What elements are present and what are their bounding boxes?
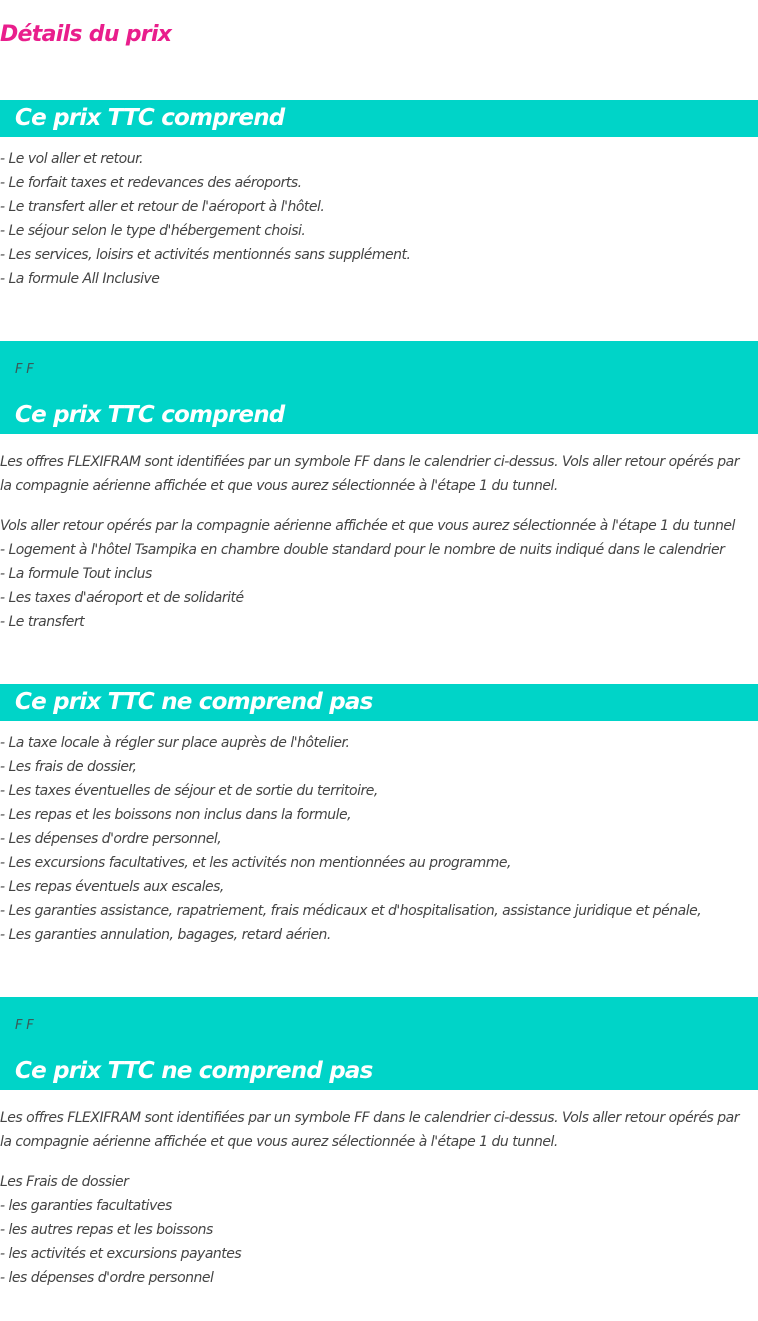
list-item: - La taxe locale à régler sur place auprès de l'hôtelier. xyxy=(0,735,350,751)
list-item: - Le transfert xyxy=(0,614,85,630)
ff-includes-list xyxy=(0,514,758,634)
list-item: - Les frais de dossier, xyxy=(0,759,137,775)
list-item: - les activités et excursions payantes xyxy=(0,1246,242,1262)
excludes-list xyxy=(0,731,758,947)
section-header-ff-excludes xyxy=(0,997,758,1090)
ff-label: F F xyxy=(15,362,34,377)
section-header-excludes xyxy=(0,684,758,721)
includes-list xyxy=(0,147,758,291)
ff-label: F F xyxy=(15,1018,34,1033)
list-item: - Le vol aller et retour. xyxy=(0,151,144,167)
list-item: - Les dépenses d'ordre personnel, xyxy=(0,831,222,847)
list-item: - La formule Tout inclus xyxy=(0,566,152,582)
list-item: - Le transfert aller et retour de l'aéroport à l'hôtel. xyxy=(0,199,325,215)
list-item: - Logement à l'hôtel Tsampika en chambre double standard pour le nombre de nuits indiqué dans le calendrier xyxy=(0,542,725,558)
section-title: Ce prix TTC comprend xyxy=(15,105,285,131)
ff-intro-text: Les offres FLEXIFRAM sont identifiées par un symbole FF dans le calendrier ci-dessus. Vols aller retour opérés par la compagnie aérienne affichée et que vous aurez sélectionnée à l'étape 1 du tunnel. xyxy=(0,1110,740,1150)
list-item: - Les taxes éventuelles de séjour et de sortie du territoire, xyxy=(0,783,378,799)
page-title: Détails du prix xyxy=(0,22,172,47)
list-item: - Les repas et les boissons non inclus dans la formule, xyxy=(0,807,352,823)
section-title: Ce prix TTC comprend xyxy=(15,402,285,428)
list-item: Les Frais de dossier xyxy=(0,1174,129,1190)
list-item: - Le séjour selon le type d'hébergement choisi. xyxy=(0,223,306,239)
list-item: - Le forfait taxes et redevances des aéroports. xyxy=(0,175,302,191)
section-header-includes xyxy=(0,100,758,137)
list-item: - Les services, loisirs et activités mentionnés sans supplément. xyxy=(0,247,411,263)
list-item: - les garanties facultatives xyxy=(0,1198,172,1214)
ff-excludes-list xyxy=(0,1170,758,1290)
ff-intro-text: Les offres FLEXIFRAM sont identifiées par un symbole FF dans le calendrier ci-dessus. Vols aller retour opérés par la compagnie aérienne affichée et que vous aurez sélectionnée à l'étape 1 du tunnel. xyxy=(0,454,740,494)
list-item: - Les garanties annulation, bagages, retard aérien. xyxy=(0,927,331,943)
list-item: - les autres repas et les boissons xyxy=(0,1222,213,1238)
section-title: Ce prix TTC ne comprend pas xyxy=(15,1058,373,1084)
list-item: - Les repas éventuels aux escales, xyxy=(0,879,224,895)
section-title: Ce prix TTC ne comprend pas xyxy=(15,689,373,715)
list-item: - La formule All Inclusive xyxy=(0,271,160,287)
list-item: Vols aller retour opérés par la compagnie aérienne affichée et que vous aurez sélectionnée à l'étape 1 du tunnel xyxy=(0,518,735,534)
section-header-ff-includes xyxy=(0,341,758,434)
list-item: - Les taxes d'aéroport et de solidarité xyxy=(0,590,244,606)
list-item: - Les excursions facultatives, et les activités non mentionnées au programme, xyxy=(0,855,511,871)
list-item: - les dépenses d'ordre personnel xyxy=(0,1270,214,1286)
list-item: - Les garanties assistance, rapatriement, frais médicaux et d'hospitalisation, assistance juridique et pénale, xyxy=(0,903,702,919)
